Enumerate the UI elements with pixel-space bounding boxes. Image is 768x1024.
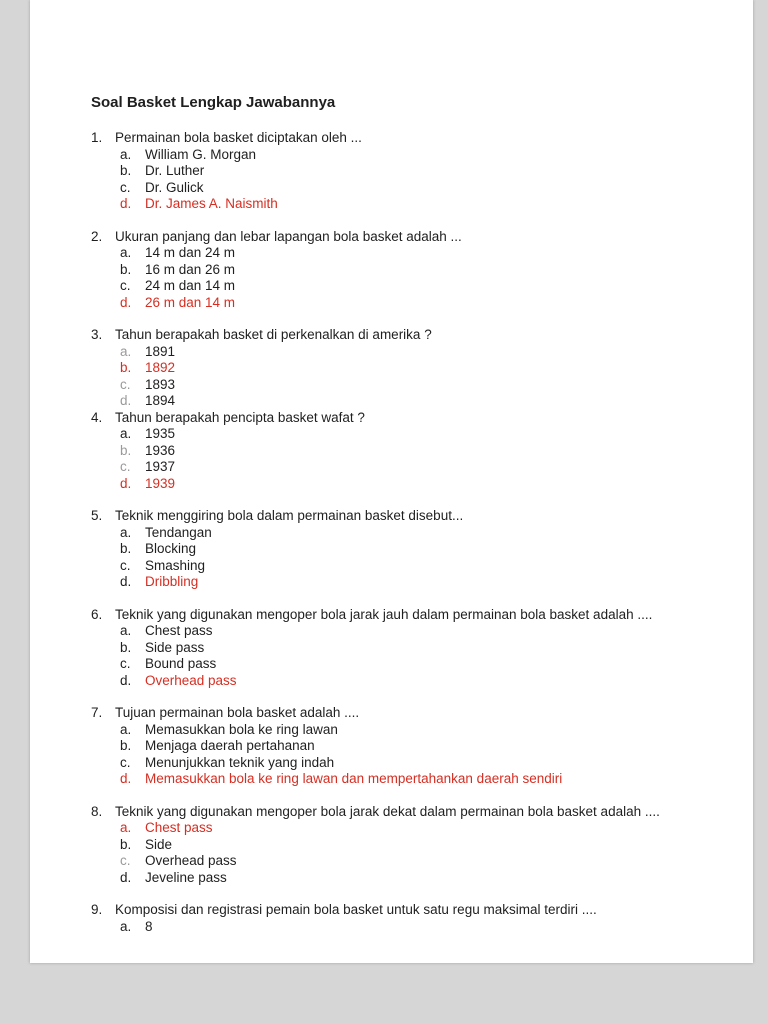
option-text: Bound pass — [145, 656, 217, 671]
option-text: Memasukkan bola ke ring lawan — [145, 721, 338, 737]
option-text: 1937 — [145, 459, 176, 474]
option-c — [91, 755, 729, 772]
option-b — [91, 163, 729, 180]
option-letter: d. — [120, 294, 132, 310]
option-letter: b. — [120, 541, 132, 556]
option-text: Jeveline pass — [145, 869, 227, 885]
question-line — [91, 229, 729, 246]
option-letter: d. — [120, 869, 132, 885]
option-text: 1935 — [145, 426, 176, 441]
question-number: 9. — [91, 902, 103, 917]
option-text: Blocking — [145, 541, 197, 556]
option-b — [91, 360, 729, 377]
question-line — [91, 902, 729, 919]
document-page — [30, 0, 753, 963]
option-letter: d. — [120, 475, 132, 491]
question-text: Tahun berapakah pencipta basket wafat ? — [115, 409, 365, 425]
option-a — [91, 722, 729, 739]
option-text: 24 m dan 14 m — [145, 278, 236, 293]
option-text: 1894 — [145, 393, 176, 408]
option-a — [91, 820, 729, 837]
option-letter: c. — [120, 853, 131, 868]
question-number: 3. — [91, 327, 103, 342]
option-text: 26 m dan 14 m — [145, 294, 236, 310]
option-d — [91, 673, 729, 690]
option-text: Memasukkan bola ke ring lawan dan mempertahankan daerah sendiri — [145, 771, 563, 786]
question-number: 1. — [91, 130, 103, 145]
option-letter: d. — [120, 771, 132, 786]
question-text: Teknik yang digunakan mengoper bola jarak dekat dalam permainan bola basket adalah .... — [115, 803, 660, 819]
option-text: Overhead pass — [145, 672, 237, 688]
question-text: Ukuran panjang dan lebar lapangan bola basket adalah ... — [115, 228, 462, 244]
question-line — [91, 130, 729, 147]
question-text: Permainan bola basket diciptakan oleh ... — [115, 130, 362, 145]
question-number: 8. — [91, 803, 103, 819]
option-letter: a. — [120, 524, 132, 540]
question-line — [91, 804, 729, 821]
question-text: Tujuan permainan bola basket adalah .... — [115, 705, 360, 720]
option-a — [91, 525, 729, 542]
option-text: 1893 — [145, 376, 176, 392]
option-letter: c. — [120, 557, 131, 573]
option-b — [91, 262, 729, 279]
question-6 — [91, 607, 729, 690]
option-a — [91, 147, 729, 164]
option-b — [91, 738, 729, 755]
option-text: Dr. Gulick — [145, 179, 204, 195]
question-text: Komposisi dan registrasi pemain bola basket untuk satu regu maksimal terdiri .... — [115, 902, 597, 917]
question-3 — [91, 327, 729, 410]
option-b — [91, 443, 729, 460]
option-c — [91, 656, 729, 673]
option-letter: d. — [120, 672, 132, 688]
option-a — [91, 344, 729, 361]
option-letter: a. — [120, 343, 132, 359]
option-c — [91, 853, 729, 870]
question-9 — [91, 902, 729, 935]
option-d — [91, 574, 729, 591]
option-text: 1891 — [145, 343, 176, 359]
question-number: 5. — [91, 508, 103, 523]
option-b — [91, 541, 729, 558]
option-a — [91, 426, 729, 443]
option-letter: b. — [120, 738, 132, 753]
option-text: William G. Morgan — [145, 146, 257, 162]
option-letter: c. — [120, 376, 131, 392]
question-text: Tahun berapakah basket di perkenalkan di amerika ? — [115, 327, 432, 342]
option-a — [91, 245, 729, 262]
option-letter: a. — [120, 918, 132, 934]
option-a — [91, 623, 729, 640]
option-text: Dribbling — [145, 574, 199, 589]
option-b — [91, 837, 729, 854]
option-a — [91, 919, 729, 936]
question-line — [91, 410, 729, 427]
option-text: Chest pass — [145, 623, 213, 638]
option-letter: c. — [120, 278, 131, 293]
question-line — [91, 705, 729, 722]
option-text: 8 — [145, 918, 153, 934]
option-letter: a. — [120, 623, 132, 638]
option-text: 1936 — [145, 442, 176, 458]
option-text: 1892 — [145, 360, 176, 375]
option-c — [91, 377, 729, 394]
option-letter: a. — [120, 426, 132, 441]
question-5 — [91, 508, 729, 591]
option-text: 14 m dan 24 m — [145, 245, 236, 260]
option-letter: d. — [120, 393, 132, 408]
option-text: Menjaga daerah pertahanan — [145, 738, 315, 753]
option-d — [91, 870, 729, 887]
option-letter: a. — [120, 820, 132, 835]
option-letter: c. — [120, 179, 131, 195]
question-line — [91, 607, 729, 624]
option-d — [91, 295, 729, 312]
option-letter: c. — [120, 656, 131, 671]
option-letter: d. — [120, 196, 132, 211]
option-letter: d. — [120, 574, 132, 589]
option-text: 16 m dan 26 m — [145, 261, 236, 277]
option-letter: a. — [120, 146, 132, 162]
option-text: Overhead pass — [145, 853, 237, 868]
option-letter: b. — [120, 261, 132, 277]
option-d — [91, 196, 729, 213]
question-8 — [91, 804, 729, 887]
option-letter: b. — [120, 836, 132, 852]
option-text: Dr. Luther — [145, 163, 205, 178]
option-letter: b. — [120, 163, 132, 178]
option-letter: c. — [120, 459, 131, 474]
option-text: Menunjukkan teknik yang indah — [145, 754, 335, 770]
option-d — [91, 476, 729, 493]
document-title: Soal Basket Lengkap Jawabannya — [91, 94, 336, 111]
question-1 — [91, 130, 729, 213]
question-number: 7. — [91, 705, 103, 720]
option-d — [91, 393, 729, 410]
question-7 — [91, 705, 729, 788]
option-letter: c. — [120, 754, 131, 770]
question-2 — [91, 229, 729, 312]
question-list — [91, 130, 729, 935]
option-text: Side — [145, 836, 173, 852]
option-letter: b. — [120, 442, 132, 458]
option-text: Dr. James A. Naismith — [145, 196, 278, 211]
question-number: 2. — [91, 228, 103, 244]
option-letter: a. — [120, 245, 132, 260]
option-text: Chest pass — [145, 820, 213, 835]
option-d — [91, 771, 729, 788]
question-line — [91, 508, 729, 525]
option-letter: b. — [120, 360, 132, 375]
option-text: Side pass — [145, 639, 205, 655]
question-number: 4. — [91, 409, 103, 425]
option-c — [91, 180, 729, 197]
option-letter: b. — [120, 639, 132, 655]
question-line — [91, 327, 729, 344]
question-number: 6. — [91, 606, 103, 622]
question-text: Teknik yang digunakan mengoper bola jarak jauh dalam permainan bola basket adalah .... — [115, 606, 653, 622]
option-text: Smashing — [145, 557, 206, 573]
question-text: Teknik menggiring bola dalam permainan basket disebut... — [115, 508, 464, 523]
option-text: 1939 — [145, 475, 176, 491]
option-letter: a. — [120, 721, 132, 737]
option-text: Tendangan — [145, 524, 212, 540]
option-c — [91, 278, 729, 295]
option-b — [91, 640, 729, 657]
option-c — [91, 558, 729, 575]
option-c — [91, 459, 729, 476]
question-4 — [91, 410, 729, 493]
